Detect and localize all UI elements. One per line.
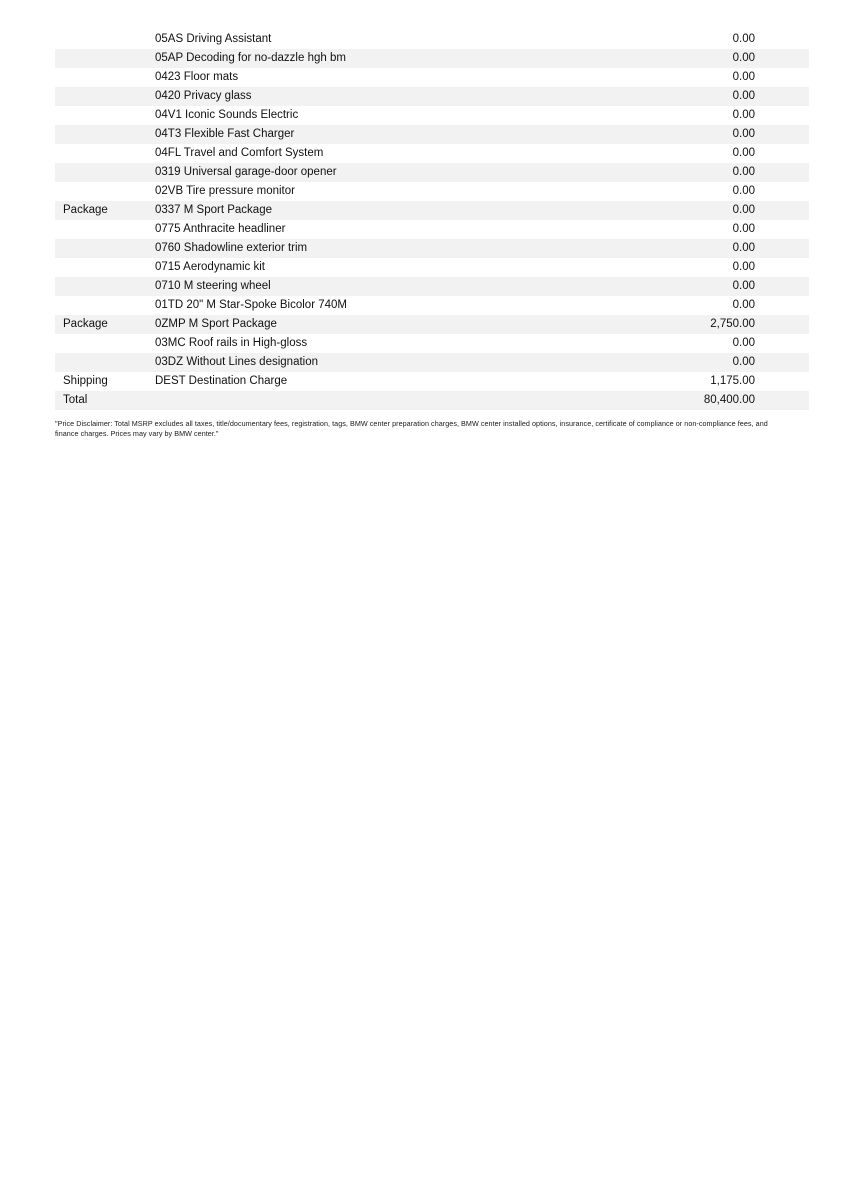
row-price: 80,400.00 [585, 391, 763, 410]
row-category [55, 258, 155, 277]
row-spacer [763, 315, 809, 334]
row-spacer [763, 391, 809, 410]
table-row [55, 30, 809, 49]
table-row [55, 106, 809, 125]
row-spacer [763, 125, 809, 144]
row-category [55, 296, 155, 315]
row-description: 0715 Aerodynamic kit [155, 261, 265, 273]
table-row [55, 239, 809, 258]
row-spacer [763, 87, 809, 106]
row-description: DEST Destination Charge [155, 375, 288, 387]
row-description: 03DZ Without Lines designation [155, 353, 585, 372]
row-spacer [763, 201, 809, 220]
row-price: 0.00 [585, 163, 763, 182]
row-spacer [763, 277, 809, 296]
row-spacer [763, 258, 809, 277]
row-category [55, 182, 155, 201]
table-row [55, 391, 809, 410]
row-category: Package [55, 315, 155, 334]
row-price: 0.00 [585, 201, 763, 220]
row-description: 0760 Shadowline exterior trim [155, 239, 585, 258]
row-price: 2,750.00 [585, 315, 763, 334]
row-spacer [763, 106, 809, 125]
row-category [55, 239, 155, 258]
table-row [55, 258, 809, 277]
table-row [55, 201, 809, 220]
table-row [55, 87, 809, 106]
row-description: 04V1 Iconic Sounds Electric [155, 109, 299, 121]
row-description: 03MC Roof rails in High-gloss [155, 337, 308, 349]
price-disclaimer: "Price Disclaimer: Total MSRP excludes all taxes, title/documentary fees, registration, tags, BMW center preparation charges, BMW center installed options, insurance, certificate of compliance or non-compliance fees, and finance charges. Prices may vary by BMW center." [55, 419, 768, 438]
row-price: 0.00 [732, 261, 755, 273]
pricing-table-body [55, 30, 809, 410]
row-category [55, 277, 155, 296]
row-description: 0775 Anthracite headliner [155, 223, 286, 235]
row-spacer [763, 372, 809, 391]
row-spacer [763, 239, 809, 258]
table-row [55, 49, 809, 68]
row-price: 0.00 [732, 299, 755, 311]
table-row [55, 163, 809, 182]
row-price: 0.00 [732, 33, 755, 45]
row-spacer [763, 30, 809, 49]
row-category [55, 334, 155, 353]
row-description: 04T3 Flexible Fast Charger [155, 125, 585, 144]
row-category [55, 144, 155, 163]
row-category [55, 220, 155, 239]
row-category: Total [55, 391, 155, 410]
row-category [55, 106, 155, 125]
row-price: 0.00 [585, 125, 763, 144]
row-spacer [763, 49, 809, 68]
row-category: Shipping [63, 375, 108, 387]
row-category [55, 125, 155, 144]
row-description: 0337 M Sport Package [155, 201, 585, 220]
row-spacer [763, 296, 809, 315]
row-price: 0.00 [585, 277, 763, 296]
table-row [55, 68, 809, 87]
row-price: 0.00 [732, 147, 755, 159]
row-price: 0.00 [732, 109, 755, 121]
table-row [55, 182, 809, 201]
row-category: Package [55, 201, 155, 220]
row-description: 01TD 20" M Star-Spoke Bicolor 740M [155, 299, 347, 311]
table-row [55, 334, 809, 353]
pricing-table [55, 30, 809, 410]
table-row [55, 277, 809, 296]
row-spacer [763, 334, 809, 353]
row-spacer [763, 182, 809, 201]
row-price: 1,175.00 [710, 375, 755, 387]
row-description: 05AS Driving Assistant [155, 33, 272, 45]
row-description: 0319 Universal garage-door opener [155, 163, 585, 182]
row-description [155, 391, 585, 410]
row-price: 0.00 [585, 87, 763, 106]
row-spacer [763, 353, 809, 372]
row-description: 0ZMP M Sport Package [155, 315, 585, 334]
table-row [55, 144, 809, 163]
row-category [55, 163, 155, 182]
table-row [55, 353, 809, 372]
row-description: 02VB Tire pressure monitor [155, 185, 295, 197]
row-price: 0.00 [732, 337, 755, 349]
row-description: 04FL Travel and Comfort System [155, 147, 324, 159]
row-price: 0.00 [585, 49, 763, 68]
row-spacer [763, 68, 809, 87]
row-spacer [763, 220, 809, 239]
table-row [55, 372, 809, 391]
row-description: 0710 M steering wheel [155, 277, 585, 296]
row-description: 0420 Privacy glass [155, 87, 585, 106]
row-spacer [763, 144, 809, 163]
row-category [55, 49, 155, 68]
row-category [55, 30, 155, 49]
row-category [55, 353, 155, 372]
row-price: 0.00 [732, 185, 755, 197]
row-description: 05AP Decoding for no-dazzle hgh bm [155, 49, 585, 68]
table-row [55, 315, 809, 334]
row-price: 0.00 [732, 223, 755, 235]
row-description: 0423 Floor mats [155, 71, 239, 83]
table-row [55, 220, 809, 239]
row-category [55, 68, 155, 87]
row-price: 0.00 [585, 239, 763, 258]
row-price: 0.00 [585, 353, 763, 372]
table-row [55, 296, 809, 315]
table-row [55, 125, 809, 144]
row-price: 0.00 [732, 71, 755, 83]
row-spacer [763, 163, 809, 182]
row-category [55, 87, 155, 106]
